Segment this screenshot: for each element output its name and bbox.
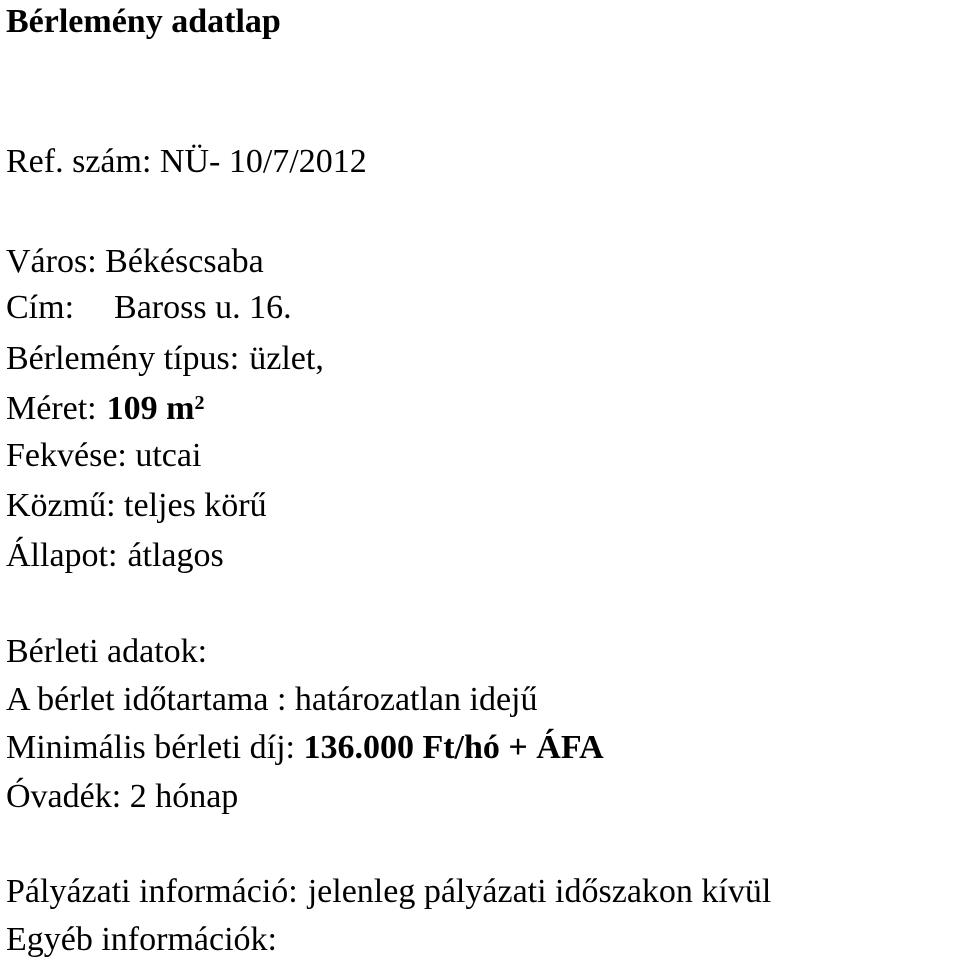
location-value: utcai [135, 437, 202, 474]
other-info-row [6, 920, 277, 960]
other-info-label: Egyéb információk: [6, 921, 277, 958]
deposit-value: 2 hónap [129, 778, 239, 815]
size-label: Méret: [6, 390, 97, 427]
deposit-label: Óvadék: [6, 778, 122, 815]
location-row [6, 436, 201, 476]
size-value: 109 m [106, 390, 195, 427]
address-value: Baross u. 16. [114, 289, 292, 326]
utility-row [6, 486, 267, 526]
condition-value: átlagos [127, 537, 224, 574]
location-label: Fekvése: [6, 437, 127, 474]
min-fee-row [6, 728, 604, 768]
city-label: Város: [6, 243, 97, 280]
ref-number-label: Ref. szám: [6, 143, 152, 180]
size-row [6, 389, 204, 429]
page-title: Bérlemény adatlap [6, 3, 281, 40]
duration-value: határozatlan idejű [294, 681, 538, 718]
condition-row [6, 536, 224, 576]
min-fee-label: Minimális bérleti díj: [6, 729, 295, 766]
city-row [6, 242, 264, 282]
size-exponent: 2 [194, 391, 205, 414]
tender-info-value: jelenleg pályázati időszakon kívül [307, 873, 772, 910]
address-row [6, 288, 292, 328]
utility-label: Közmű: [6, 487, 116, 524]
duration-label: A bérlet időtartama : [6, 681, 287, 718]
utility-value: teljes körű [124, 487, 267, 524]
tender-info-row [6, 872, 771, 912]
ref-number-value: NÜ- 10/7/2012 [159, 143, 367, 180]
property-type-label: Bérlemény típus: [6, 340, 240, 377]
rental-data-heading: Bérleti adatok: [6, 633, 208, 670]
city-value: Békéscsaba [105, 243, 264, 280]
deposit-row [6, 777, 238, 817]
ref-number-row [6, 142, 367, 182]
condition-label: Állapot: [6, 537, 118, 574]
address-label: Cím: [6, 289, 75, 326]
tender-info-label: Pályázati információ: [6, 873, 298, 910]
duration-row [6, 680, 538, 720]
min-fee-value: 136.000 Ft/hó + ÁFA [303, 729, 604, 766]
property-type-row [6, 339, 324, 379]
property-type-value: üzlet, [249, 340, 324, 377]
